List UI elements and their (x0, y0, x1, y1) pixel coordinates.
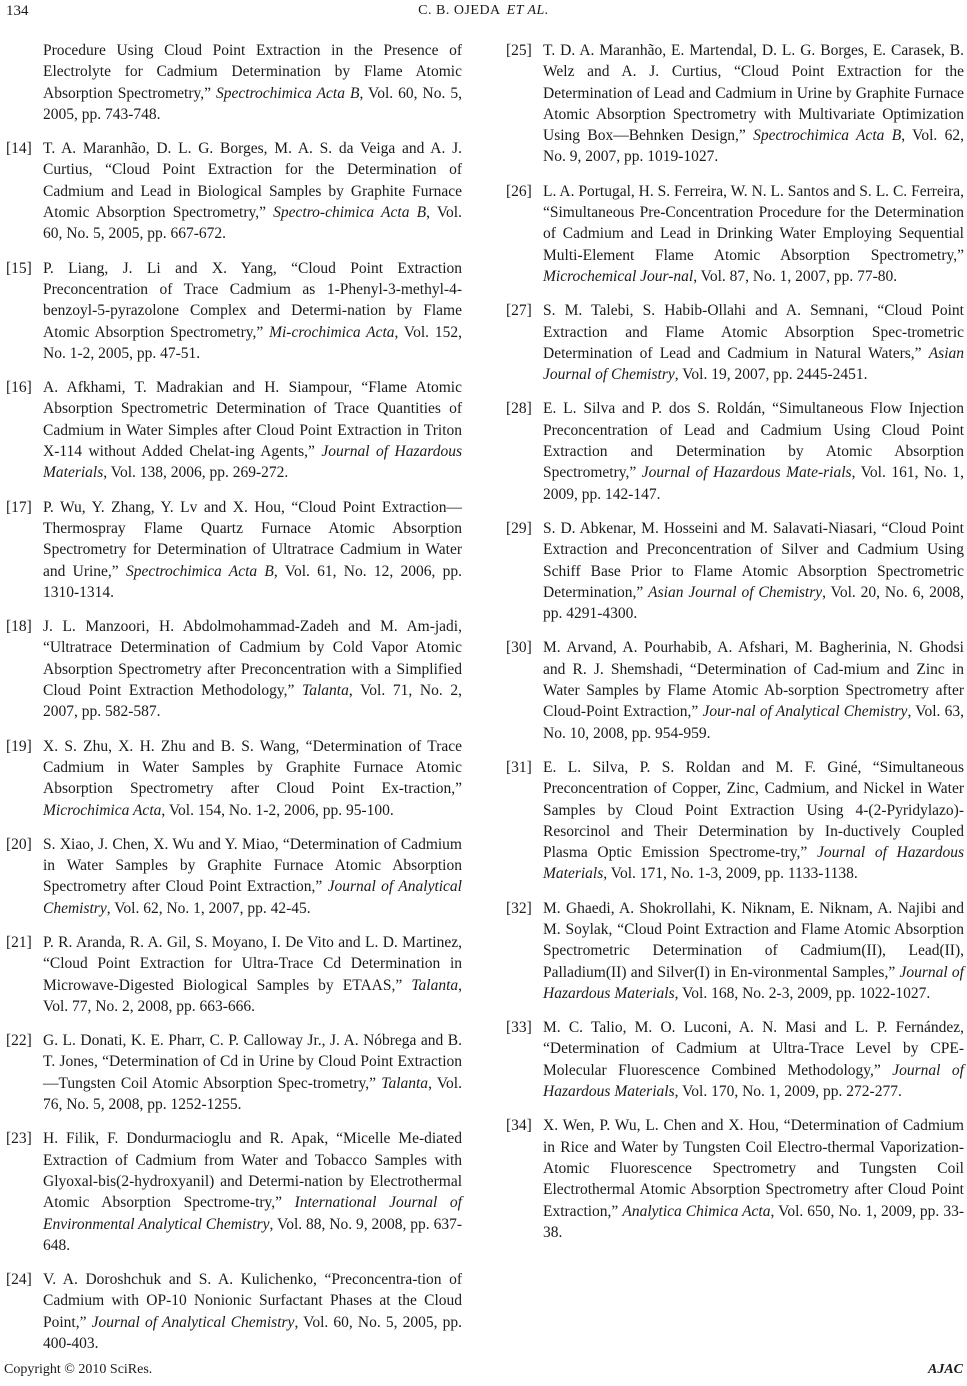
copyright-notice: Copyright © 2010 SciRes. (4, 1362, 153, 1377)
reference-list-left (6, 40, 462, 1367)
reference-text (43, 258, 462, 364)
journal-name: Journal of Analytical Chemistry (43, 878, 462, 917)
page-footer (0, 1362, 967, 1384)
reference-number: [27] (506, 302, 532, 320)
journal-abbreviation: AJAC (927, 1362, 963, 1377)
left-column (6, 40, 462, 1367)
reference-number: [28] (506, 400, 532, 418)
reference-entry (506, 300, 964, 385)
reference-citation: S. Xiao, J. Chen, X. Wu and Y. Miao, “Determination of Cadmium in Water Samples by Graphite Furnace Atomic Absorption Spectrometry after Cloud Point Extraction,” (43, 835, 462, 896)
page-number: 134 (6, 3, 29, 19)
journal-name: Journal of Hazardous Materials (543, 844, 964, 883)
journal-name: Talanta (411, 976, 459, 994)
reference-citation: X. Wen, P. Wu, L. Chen and X. Hou, “Determination of Cadmium in Rice and Water by Tungsten Coil Electro-thermal Vaporization-Atomic Fluorescence Spectrometry and Tungsten Coil Electrothermal Atomic Absorption Spectrometry after Cloud Point Extraction,” (543, 1117, 964, 1220)
reference-spacer (6, 919, 462, 932)
reference-entry (506, 898, 964, 1004)
running-head-et-al: ET AL. (506, 3, 549, 18)
reference-spacer (6, 245, 462, 258)
reference-entry (6, 932, 462, 1017)
reference-citation: L. A. Portugal, H. S. Ferreira, W. N. L. Santos and S. L. C. Ferreira, “Simultaneous Pre-Concentration Procedure for the Determination of Cadmium and Lead in Drinking Water Employing Sequential Multi-Element Flame Atomic Absorption Spectrometry,” (543, 182, 964, 264)
journal-name: Talanta (302, 682, 349, 700)
reference-spacer (506, 505, 964, 518)
reference-entry (6, 1030, 462, 1115)
reference-spacer (6, 1115, 462, 1128)
reference-citation: V. A. Doroshchuk and S. A. Kulichenko, “Preconcentra-tion of Cadmium with OP-10 Nonionic Surfactant Phases at the Cloud Point,” (43, 1271, 462, 1331)
reference-volume-pages: , Vol. 60, No. 5, 2005, pp. 400-403. (43, 1313, 462, 1353)
reference-spacer (506, 385, 964, 398)
reference-entry (506, 1017, 964, 1102)
reference-number: [17] (6, 498, 32, 516)
reference-volume-pages: , Vol. 20, No. 6, 2008, pp. 4291-4300. (543, 583, 964, 623)
reference-citation: E. L. Silva, P. S. Roldan and M. F. Giné, “Simultaneous Preconcentration of Copper, Zinc, Cadmium, and Nickel in Water Samples by Cloud Point Extraction Using 4-(2-Pyridylazo)-Resorcinol and Their Determination by In-ductively Coupled Plasma Optic Emission Spectrome-try,” (543, 758, 964, 862)
reference-citation: P. R. Aranda, R. A. Gil, S. Moyano, I. De Vito and L. D. Martinez, “Cloud Point Extraction for Ultra-Trace Cd Determination in Microwave-Digested Biological Samples by ETAAS,” (43, 933, 462, 994)
reference-number: [19] (6, 737, 32, 755)
reference-volume-pages: , Vol. 170, No. 1, 2009, pp. 272-277. (674, 1083, 902, 1101)
reference-number: [33] (506, 1019, 532, 1037)
reference-volume-pages: , Vol. 61, No. 12, 2006, pp. 1310-1314. (43, 562, 462, 601)
reference-spacer (506, 1243, 964, 1256)
reference-entry (6, 497, 462, 603)
reference-number: [15] (6, 259, 32, 277)
reference-entry (506, 637, 964, 743)
reference-number: [24] (6, 1271, 32, 1289)
reference-text (543, 40, 964, 168)
reference-volume-pages: , Vol. 161, No. 1, 2009, pp. 142-147. (543, 464, 965, 503)
reference-citation: G. L. Donati, K. E. Pharr, C. P. Calloway Jr., J. A. Nóbrega and B. T. Jones, “Determination of Cd in Urine by Cloud Point Extraction—Tungsten Coil Atomic Absorption Spec-trometry,” (43, 1032, 462, 1092)
reference-spacer (6, 1256, 462, 1269)
reference-text (543, 1017, 964, 1102)
journal-name: Asian Journal of Chemistry (648, 583, 823, 601)
reference-spacer (6, 484, 462, 497)
reference-number: [23] (6, 1130, 32, 1148)
reference-entry (6, 40, 462, 125)
reference-number: [25] (506, 42, 532, 59)
reference-volume-pages: , Vol. 63, No. 10, 2008, pp. 954-959. (543, 703, 964, 742)
journal-name: Jour-nal of Analytical Chemistry (702, 703, 908, 721)
running-head-authors: C. B. OJEDA (418, 3, 501, 18)
reference-text (543, 518, 964, 624)
reference-citation: H. Filik, F. Dondurmacioglu and R. Apak, “Micelle Me-diated Extraction of Cadmium from Water and Tobacco Samples with Glyoxal-bis(2-hydroxyanil) and Determi-nation by Electrothermal Atomic Absorption Spectrome-try,” (43, 1130, 462, 1212)
reference-citation: P. Liang, J. Li and X. Yang, “Cloud Point Extraction Preconcentration of Trace Cadmium as 1-Phenyl-3-methyl-4-benzoyl-5-pyrazolone Complex and Determi-nation by Flame Atomic Absorption Spectrometry,” (43, 259, 462, 341)
reference-entry (6, 138, 462, 244)
journal-name: International Journal of Environmental Analytical Chemistry (43, 1194, 462, 1233)
journal-name: Journal of Hazardous Mate-rials (641, 464, 852, 482)
journal-name: Microchimica Acta (43, 801, 162, 819)
reference-spacer (506, 168, 964, 181)
reference-text (543, 398, 964, 504)
running-head (0, 3, 967, 19)
reference-text (43, 40, 462, 125)
reference-volume-pages: , Vol. 138, 2006, pp. 269-272. (103, 464, 289, 482)
reference-spacer (6, 125, 462, 138)
journal-name: Spectrochimica Acta B (216, 84, 360, 102)
journal-name: Journal of Hazardous Materials (543, 963, 964, 1002)
journal-name: Analytica Chimica Acta (622, 1202, 771, 1220)
reference-volume-pages: , Vol. 60, No. 5, 2005, pp. 667-672. (43, 204, 462, 243)
reference-citation: S. M. Talebi, S. Habib-Ollahi and A. Semnani, “Cloud Point Extraction and Flame Atomic Absorption Spec-trometric Determination of Lead and Cadmium in Natural Waters,” (543, 302, 964, 362)
reference-volume-pages: , Vol. 71, No. 2, 2007, pp. 582-587. (43, 682, 462, 721)
journal-name: Asian Journal of Chemistry (543, 344, 964, 384)
reference-entry (6, 258, 462, 364)
reference-spacer (6, 1017, 462, 1030)
reference-number: [32] (506, 899, 532, 917)
reference-text (543, 757, 964, 885)
reference-entry (6, 736, 462, 821)
reference-number: [16] (6, 379, 32, 397)
reference-spacer (6, 603, 462, 616)
reference-citation: T. D. A. Maranhão, E. Martendal, D. L. G. Borges, E. Carasek, B. Welz and A. J. Curtius, “Cloud Point Extraction for the Determination of Lead and Cadmium in Urine by Graphite Furnace Atomic Absorption Spectrometry with Multivariate Optimization Using Box—Behnken Design,” (543, 42, 964, 145)
reference-text (43, 1128, 462, 1256)
reference-volume-pages: , Vol. 154, No. 1-2, 2006, pp. 95-100. (161, 801, 394, 819)
reference-spacer (6, 821, 462, 834)
reference-number: [20] (6, 835, 32, 853)
reference-citation: S. D. Abkenar, M. Hosseini and M. Salavati-Niasari, “Cloud Point Extraction and Preconcentration of Silver and Cadmium Using Schiff Base Prior to Flame Atomic Absorption Spectrometric Determination,” (543, 519, 964, 601)
reference-volume-pages: , Vol. 650, No. 1, 2009, pp. 33-38. (543, 1202, 964, 1241)
reference-spacer (506, 885, 964, 898)
reference-citation: P. Wu, Y. Zhang, Y. Lv and X. Hou, “Cloud Point Extraction—Thermospray Flame Quartz Furnace Atomic Absorption Spectrometry for Determination of Ultratrace Cadmium in Water and Urine,” (43, 498, 462, 580)
reference-volume-pages: , Vol. 19, 2007, pp. 2445-2451. (674, 366, 868, 384)
reference-number: [30] (506, 639, 532, 657)
reference-citation: Procedure Using Cloud Point Extraction in the Presence of Electrolyte for Cadmium Determination by Flame Atomic Absorption Spectrometry,” (43, 42, 462, 102)
reference-citation: E. L. Silva and P. dos S. Roldán, “Simultaneous Flow Injection Preconcentration of Lead and Cadmium Using Cloud Point Extraction and Determination by Atomic Absorption Spectrometry,” (543, 400, 964, 482)
reference-volume-pages: , Vol. 62, No. 9, 2007, pp. 1019-1027. (543, 127, 964, 166)
reference-spacer (506, 287, 964, 300)
reference-number: [34] (506, 1117, 532, 1135)
reference-entry (506, 1115, 964, 1243)
reference-text (43, 377, 462, 483)
journal-name: Mi-crochimica Acta (269, 323, 395, 341)
reference-volume-pages: , Vol. 87, No. 1, 2007, pp. 77-80. (693, 267, 898, 285)
reference-number: [21] (6, 933, 32, 951)
reference-spacer (506, 624, 964, 637)
reference-entry (506, 757, 964, 885)
reference-entry (6, 1128, 462, 1256)
reference-text (543, 898, 964, 1004)
right-column (506, 40, 964, 1256)
reference-volume-pages: , Vol. 60, No. 5, 2005, pp. 743-748. (43, 84, 463, 123)
reference-entry (6, 377, 462, 483)
journal-name: Journal of Hazardous Materials (43, 443, 462, 482)
reference-entry (6, 1269, 462, 1354)
reference-text (43, 497, 462, 603)
reference-text (43, 138, 462, 244)
reference-citation: M. C. Talio, M. O. Luconi, A. N. Masi and L. P. Fernández, “Determination of Cadmium at Ultra-Trace Level by CPE-Molecular Fluorescence Combined Methodology,” (543, 1019, 964, 1079)
reference-number: [18] (6, 618, 32, 636)
reference-spacer (506, 744, 964, 757)
reference-citation: A. Afkhami, T. Madrakian and H. Siampour, “Flame Atomic Absorption Spectrometric Determination of Trace Quantities of Cadmium in Water Simples after Cloud Point Extraction in Triton X-114 without Added Chelat-ing Agents,” (43, 379, 462, 461)
reference-entry (506, 181, 964, 287)
reference-text (543, 637, 964, 743)
reference-list-right (506, 40, 964, 1256)
journal-name: Spectrochimica Acta B (125, 562, 274, 580)
journal-name: Journal of Hazardous Materials (543, 1061, 964, 1101)
reference-number: [22] (6, 1032, 32, 1050)
reference-citation: J. L. Manzoori, H. Abdolmohammad-Zadeh and M. Am-jadi, “Ultratrace Determination of Cadmium by Cold Vapor Atomic Absorption Spectrometry after Preconcentration with a Simplified Cloud Point Extraction Methodology,” (43, 618, 462, 700)
reference-text (43, 616, 462, 722)
reference-entry (6, 616, 462, 722)
journal-name: Journal of Analytical Chemistry (91, 1313, 295, 1331)
reference-citation: X. S. Zhu, X. H. Zhu and B. S. Wang, “Determination of Trace Cadmium in Water Samples by Graphite Furnace Atomic Absorption Spectrometry after Cloud Point Ex-traction,” (43, 737, 462, 798)
journal-name: Talanta (381, 1074, 429, 1092)
reference-number: [14] (6, 140, 32, 158)
reference-volume-pages: , Vol. 88, No. 9, 2008, pp. 637-648. (43, 1215, 462, 1254)
reference-text (543, 1115, 964, 1243)
reference-volume-pages: , Vol. 77, No. 2, 2008, pp. 663-666. (43, 976, 462, 1015)
reference-volume-pages: , Vol. 62, No. 1, 2007, pp. 42-45. (106, 899, 311, 917)
reference-citation: M. Ghaedi, A. Shokrollahi, K. Niknam, E. Niknam, A. Najibi and M. Soylak, “Cloud Point Extraction and Flame Atomic Absorption Spectrometric Determination of Cadmium(II), Lead(II), Palladium(II) and Silver(I) in En-vironmental Samples,” (543, 899, 964, 981)
reference-number: [29] (506, 519, 532, 537)
reference-spacer (6, 723, 462, 736)
reference-text (43, 932, 462, 1017)
reference-number: [26] (506, 182, 532, 200)
reference-spacer (6, 364, 462, 377)
reference-citation: T. A. Maranhão, D. L. G. Borges, M. A. S. da Veiga and A. J. Curtius, “Cloud Point Extraction for the Determination of Cadmium and Lead in Biological Samples by Graphite Furnace Atomic Absorption Spectrometry,” (43, 140, 462, 222)
page-header (0, 0, 967, 30)
reference-volume-pages: , Vol. 76, No. 5, 2008, pp. 1252-1255. (43, 1074, 462, 1114)
journal-name: Spectrochimica Acta B (753, 127, 902, 145)
reference-spacer (506, 1004, 964, 1017)
journal-name: Spectro-chimica Acta B (273, 204, 427, 222)
reference-volume-pages: , Vol. 152, No. 1-2, 2005, pp. 47-51. (43, 323, 462, 362)
reference-citation: M. Arvand, A. Pourhabib, A. Afshari, M. Bagherinia, N. Ghodsi and R. J. Shemshadi, “Determination of Cad-mium and Zinc in Water Samples by Flame Atomic Ab-sorption Spectrometry after Cloud-Point Extraction,” (543, 639, 964, 721)
reference-entry (6, 834, 462, 919)
reference-text (43, 736, 462, 821)
reference-number: [31] (506, 758, 532, 776)
reference-entry (506, 40, 964, 168)
reference-volume-pages: , Vol. 168, No. 2-3, 2009, pp. 1022-1027. (674, 984, 931, 1002)
reference-entry (506, 518, 964, 624)
journal-name: Microchemical Jour-nal (543, 267, 694, 285)
reference-volume-pages: , Vol. 171, No. 1-3, 2009, pp. 1133-1138. (603, 865, 858, 883)
reference-text (43, 834, 462, 919)
reference-entry (506, 398, 964, 504)
reference-text (43, 1030, 462, 1115)
reference-text (43, 1269, 462, 1354)
reference-text (543, 300, 964, 385)
reference-spacer (506, 1102, 964, 1115)
reference-text (543, 181, 964, 287)
